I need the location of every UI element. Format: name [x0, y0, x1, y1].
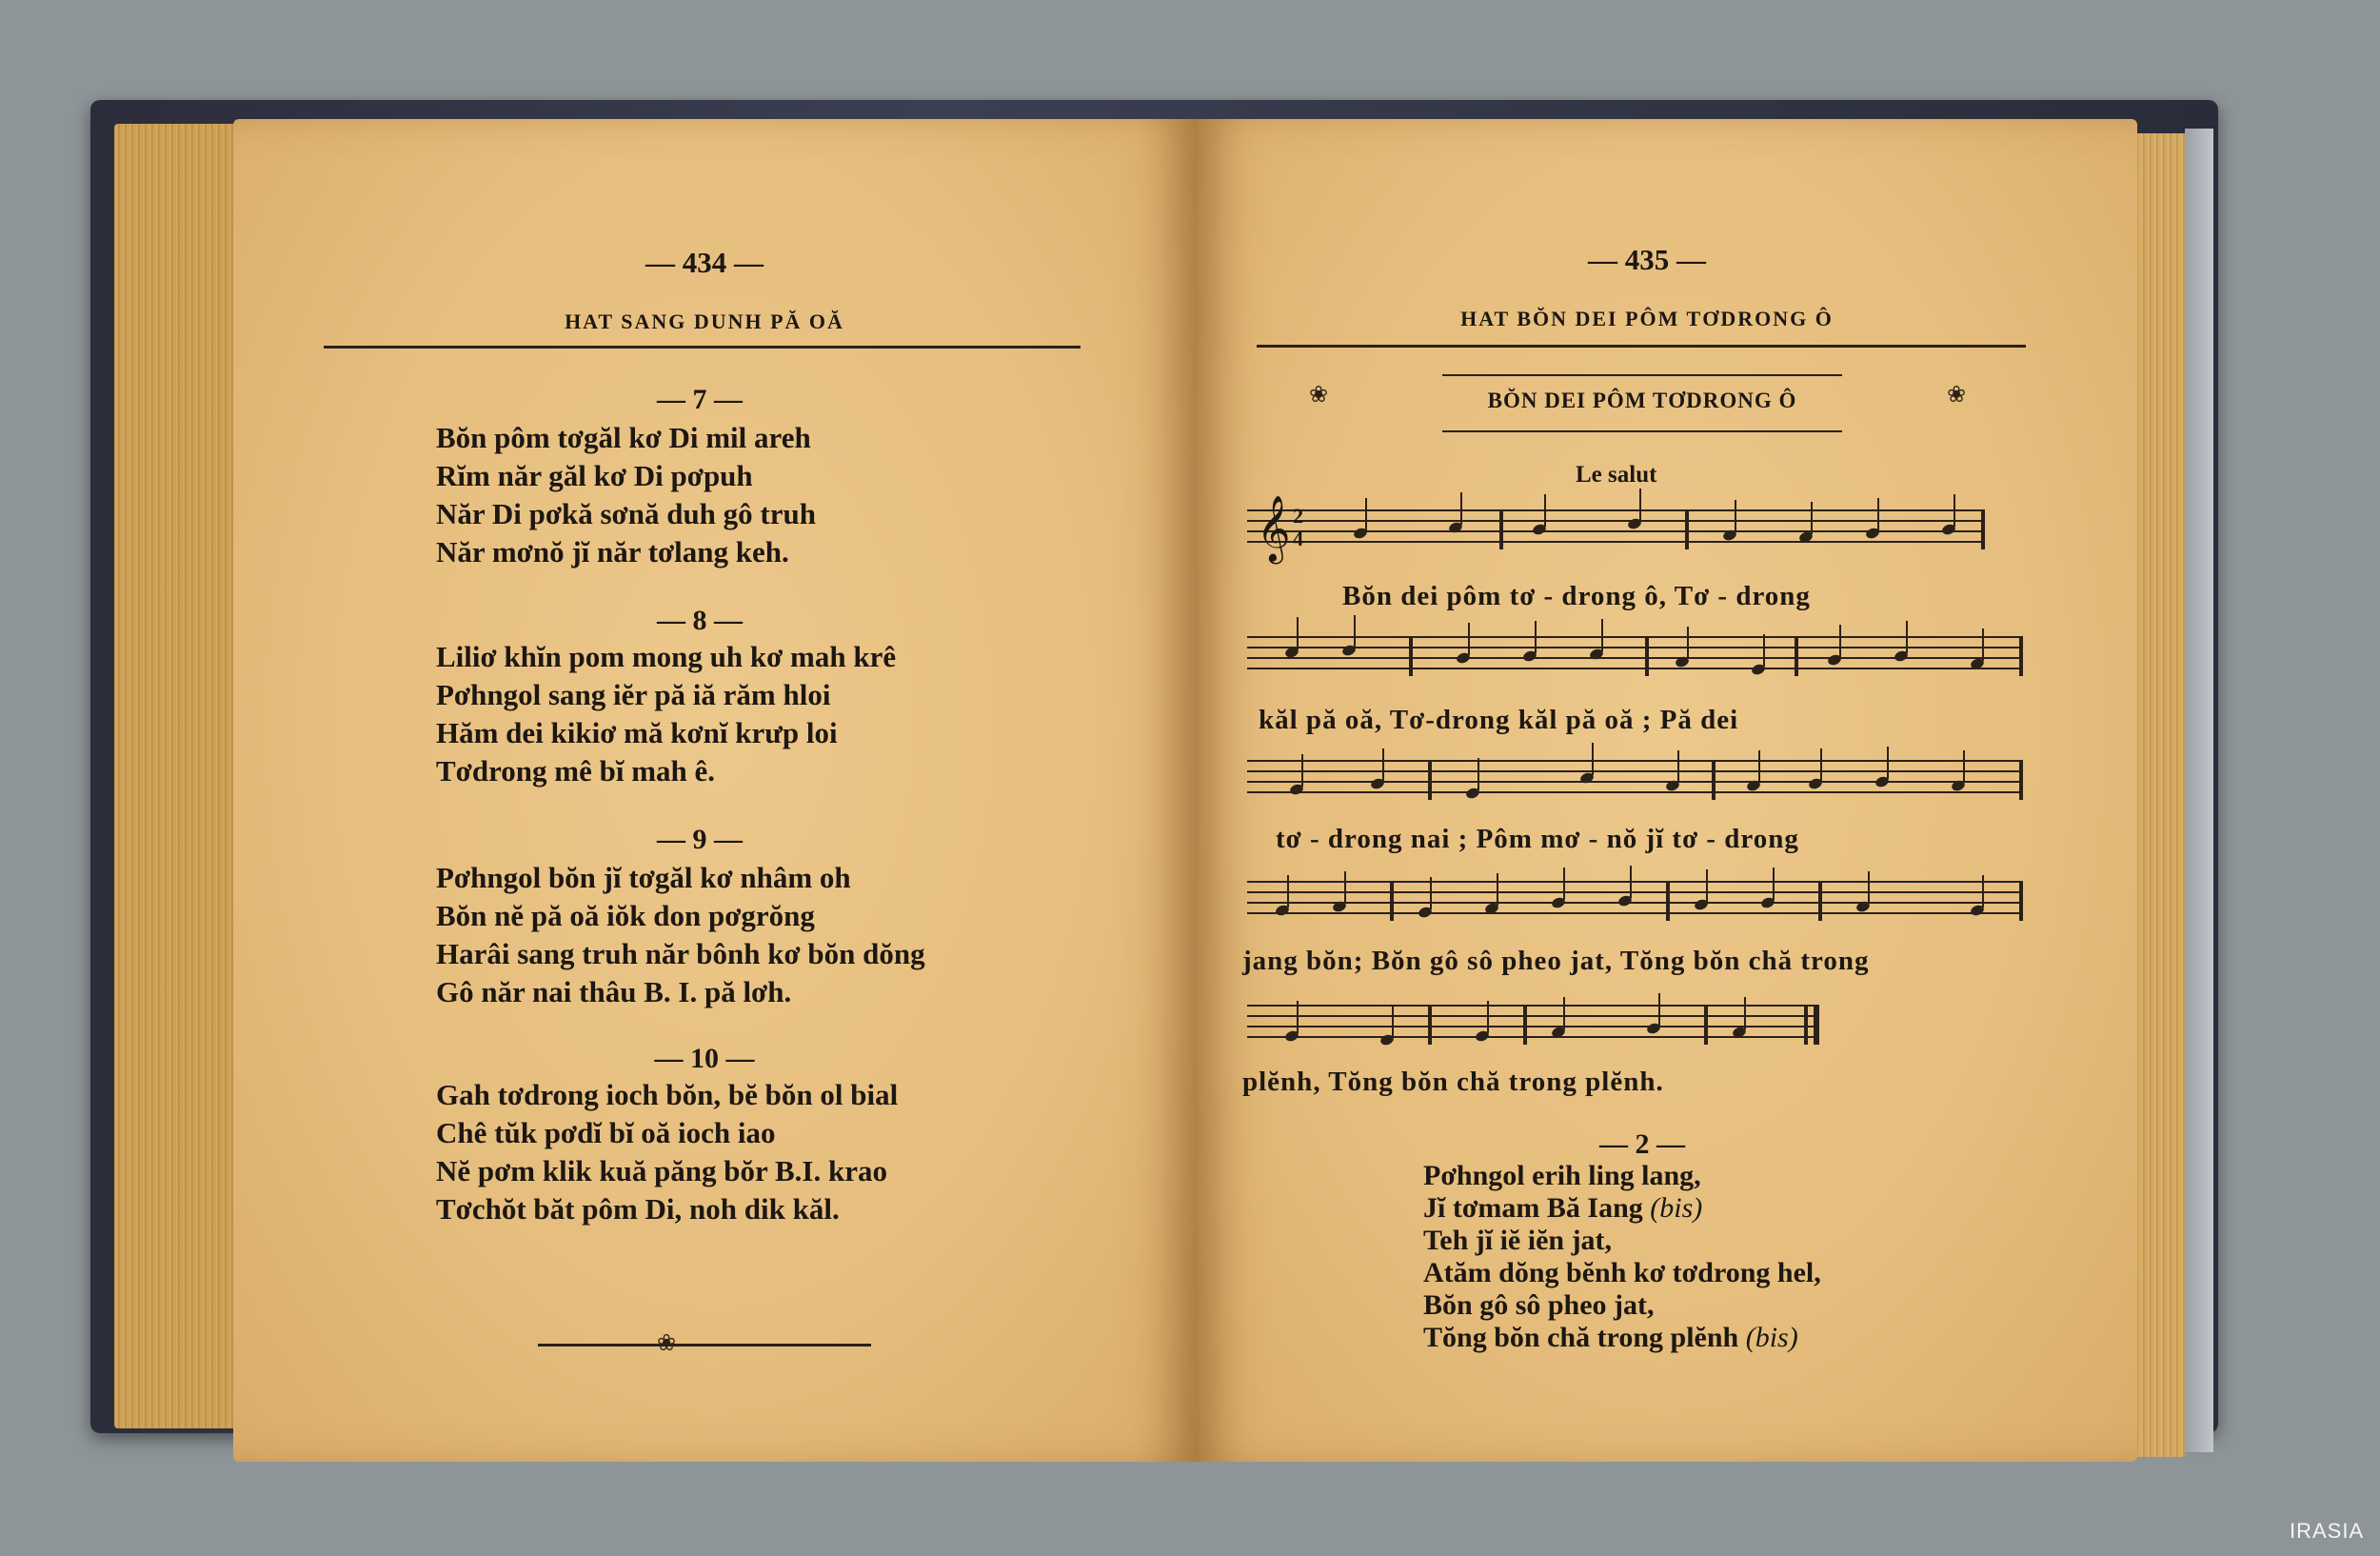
right-floral-ornament-icon: ❀	[1947, 383, 1967, 408]
barline	[1704, 1005, 1708, 1045]
song-subtitle: Le salut	[1576, 462, 1657, 488]
barline	[1712, 760, 1716, 800]
stanza-7-text	[436, 419, 816, 571]
lyric-line-4: jang bŏn; Bŏn gô sô pheo jat, Tŏng bŏn chă trong	[1242, 946, 1870, 976]
stanza-number-7: — 7 —	[657, 384, 743, 415]
verse-line: Bŏn nĕ pă oă iŏk don pơgrŏng	[436, 899, 815, 932]
verse-line-text: Jĭ tơmam Bă Iang	[1423, 1192, 1643, 1224]
bis-marker: (bis)	[1650, 1192, 1703, 1224]
barline	[1818, 881, 1822, 921]
verse-line: Năr mơnŏ jĭ năr tơlang keh.	[436, 535, 789, 569]
verse-line: Nĕ pơm klik kuă păng bŏr B.I. krao	[436, 1154, 887, 1187]
barline	[1428, 1005, 1432, 1045]
verse-line: Pơhngol erih ling lang,	[1423, 1160, 1701, 1191]
verse-line: Chê tŭk pơdĭ bĭ oă ioch iao	[436, 1116, 776, 1149]
barline	[1523, 1005, 1527, 1045]
final-barline	[1804, 1005, 1808, 1045]
bis-marker: (bis)	[1745, 1322, 1798, 1353]
barline	[1685, 509, 1689, 549]
barline	[2019, 636, 2023, 676]
treble-clef-icon: 𝄞	[1257, 497, 1291, 560]
verse-line: Liliơ khĭn pom mong uh kơ mah krê	[436, 640, 897, 673]
left-page-number: — 434 —	[645, 246, 764, 279]
verse-line-with-bis	[1423, 1192, 1821, 1225]
music-staff-1	[1247, 497, 1985, 560]
barline	[2019, 881, 2023, 921]
barline	[1428, 760, 1432, 800]
verse-line-text: Tŏng bŏn chă trong plĕnh	[1423, 1322, 1739, 1353]
stanza-8-text	[436, 638, 896, 790]
right-running-head: HAT BŎN DEI PÔM TƠDRONG Ô	[1460, 307, 1834, 330]
verse-line: Rĭm năr găl kơ Di pơpuh	[436, 459, 753, 492]
music-staff-3	[1247, 760, 2023, 802]
verse-line: Harâi sang truh năr bônh kơ bŏn dŏng	[436, 937, 925, 970]
verse-line: Năr Di pơkă sơnă duh gô truh	[436, 497, 816, 530]
stanza-number-9: — 9 —	[657, 824, 743, 855]
stanza-number-8: — 8 —	[657, 605, 743, 636]
title-top-border	[1442, 374, 1842, 376]
title-bottom-border	[1442, 430, 1842, 432]
stanza-9-text	[436, 859, 925, 1011]
stanza-number-2: — 2 —	[1599, 1128, 1685, 1160]
page-edges-left	[114, 124, 238, 1428]
verse-line: Gô năr nai thâu B. I. pă lơh.	[436, 975, 792, 1008]
flourish-ornament-icon: ❀	[657, 1331, 677, 1356]
right-board	[2185, 129, 2213, 1452]
barline	[1981, 509, 1985, 549]
verse-line: Pơhngol bŏn jĭ tơgăl kơ nhâm oh	[436, 861, 851, 894]
barline	[1390, 881, 1394, 921]
song-title: BŎN DEI PÔM TƠDRONG Ô	[1487, 389, 1797, 412]
left-floral-ornament-icon: ❀	[1309, 383, 1329, 408]
left-running-head: HAT SANG DUNH PĂ OĂ	[565, 309, 844, 333]
music-staff-4	[1247, 881, 2023, 923]
lyric-line-2: kăl pă oă, Tơ-drong kăl pă oă ; Pă dei	[1259, 705, 1739, 735]
verse-line: Teh jĭ iĕ iĕn jat,	[1423, 1225, 1613, 1256]
time-signature-bottom: 4	[1293, 527, 1303, 550]
right-page-number: — 435 —	[1588, 243, 1706, 276]
barline	[1795, 636, 1798, 676]
verse-line: Tơchŏt băt pôm Di, noh dik kăl.	[436, 1192, 840, 1226]
verse-line: Gah tơdrong ioch bŏn, bĕ bŏn ol bial	[436, 1078, 899, 1111]
barline	[1666, 881, 1670, 921]
lyric-line-3: tơ - drong nai ; Pôm mơ - nŏ jĭ tơ - drong	[1276, 824, 1799, 854]
verse-line-with-bis	[1423, 1322, 1821, 1354]
music-staff-5	[1247, 1005, 1818, 1047]
barline	[2019, 760, 2023, 800]
page-edges-right	[2132, 133, 2185, 1457]
lyric-line-5: plĕnh, Tŏng bŏn chă trong plĕnh.	[1242, 1067, 1664, 1097]
stanza-2-text	[1423, 1160, 1821, 1354]
lyric-line-1: Bŏn dei pôm tơ - drong ô, Tơ - drong	[1342, 581, 1811, 611]
verse-line: Hăm dei kikiơ mă kơnĭ krưp loi	[436, 716, 838, 749]
barline	[1499, 509, 1503, 549]
music-staff-2	[1247, 636, 2023, 678]
final-barline-thick	[1814, 1005, 1819, 1045]
stanza-10-text	[436, 1076, 898, 1228]
verse-line: Pơhngol sang iĕr pă iă răm hloi	[436, 678, 831, 711]
verse-line: Bŏn gô sô pheo jat,	[1423, 1289, 1655, 1321]
archive-credit: IRASIA	[2290, 1519, 2365, 1543]
verse-line: Atăm dŏng bĕnh kơ tơdrong hel,	[1423, 1257, 1821, 1288]
barline	[1645, 636, 1649, 676]
verse-line: Bŏn pôm tơgăl kơ Di mil areh	[436, 421, 811, 454]
right-header-rule	[1257, 345, 2026, 348]
end-flourish	[538, 1344, 871, 1347]
stanza-number-10: — 10 —	[654, 1043, 755, 1074]
left-header-rule	[324, 346, 1081, 349]
time-signature-top: 2	[1293, 504, 1303, 528]
barline	[1409, 636, 1413, 676]
verse-line: Tơdrong mê bĭ mah ê.	[436, 754, 716, 788]
